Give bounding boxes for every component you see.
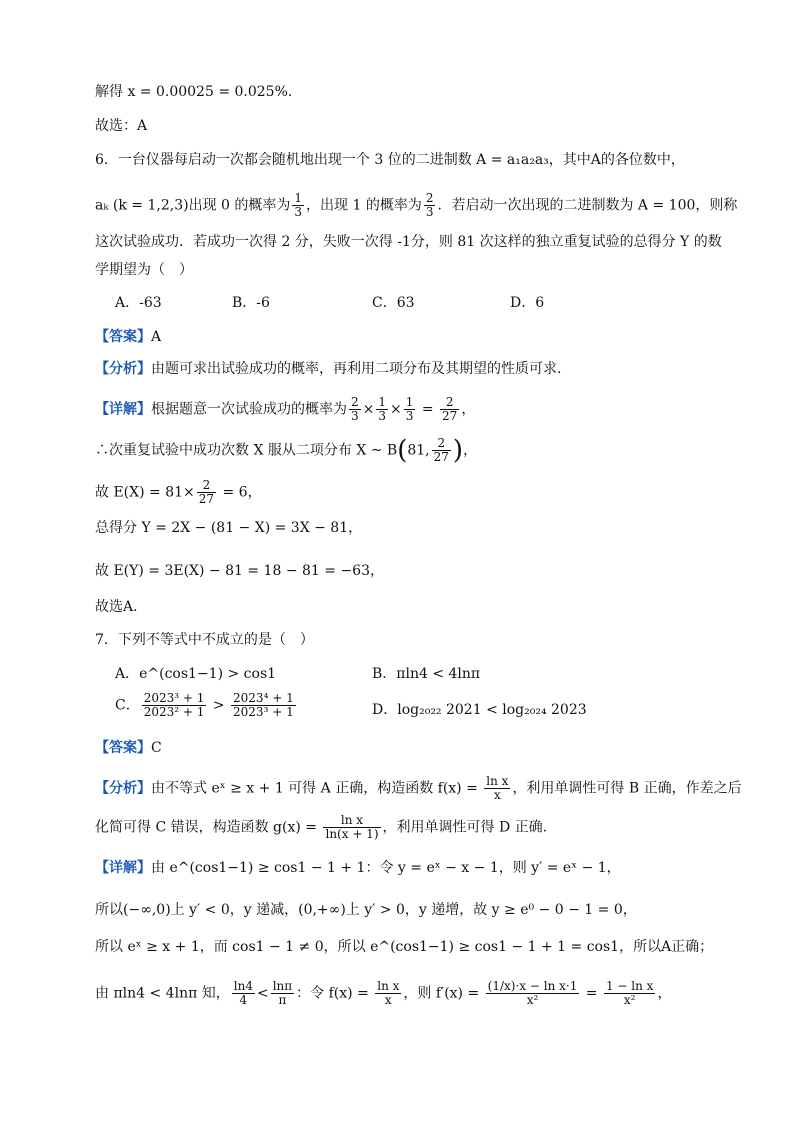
solution-line: 解得 x = 0.00025 = 0.025%. (95, 84, 293, 100)
answer-tag: 【答案】 (95, 740, 151, 756)
option-6-d: D．6 (510, 295, 545, 311)
q6-text: aₖ (k = 1,2,3)出现 0 的概率为 (95, 197, 291, 214)
detail-tag: 【详解】 (95, 401, 151, 418)
q6-text: ，出现 1 的概率为 (306, 197, 422, 214)
fraction-2-27: $\frac{2}{27}$ (442, 395, 458, 423)
option-6-c: C．63 (372, 295, 415, 311)
question-6-stem-3: 这次试验成功．若成功一次得 2 分，失败一次得 -1分，则 81 次这样的独立重复试验的总得分 Y 的数 (95, 234, 722, 250)
question-7-stem: 7．下列不等式中不成立的是（ ） (95, 632, 314, 648)
detail-6: 【详解】根据题意一次试验成功的概率为 $\frac{2}{3}$ × $\frac{1}{3}$ × $\frac{1}{3}$ = $\frac{2}{27}$ ， (95, 395, 476, 423)
answer-tag: 【答案】 (95, 329, 151, 345)
option-6-b: B．-6 (232, 295, 270, 311)
total-score-line: 总得分 Y = 2X − (81 − X) = 3X − 81， (95, 520, 363, 536)
fraction-two-thirds: $\frac{2}{3}$ (425, 191, 434, 219)
expectation-x-line: 故 E(X) = 81× $\frac{2}{27}$ = 6， (95, 478, 262, 506)
option-7-c: C． $\frac{\text{2023³ + 1}}{\text{2023² + 1}}$ > $\frac{\text{2023⁴ + 1}}{\text{2023³ + 1}}$ (115, 691, 294, 719)
binomial-line: ∴次重复试验中成功次数 X 服从二项分布 X ~ B(81, $\frac{2}{27}$ )， (95, 435, 478, 466)
choose-line: 故选A． (95, 599, 148, 615)
analysis-tag: 【分析】 (95, 361, 151, 377)
answer-7: 【答案】C (95, 740, 162, 756)
analysis-6: 【分析】由题可求出试验成功的概率，再利用二项分布及其期望的性质可求. (95, 361, 562, 377)
analysis-7-cont: 化简可得 C 错误，构造函数 g(x) = $\frac{\text{ln x}}{\ln(x + 1)}$ ，利用单调性可得 D 正确. (95, 813, 548, 841)
question-6-stem-4: 学期望为（ ） (95, 262, 193, 278)
conclusion-line: 所以 eˣ ≥ x + 1，而 cos1 − 1 ≠ 0，所以 e^(cos1−1) ≥ cos1 − 1 + 1 = cos1，所以A正确； (95, 939, 714, 955)
analysis-7: 【分析】由不等式 eˣ ≥ x + 1 可得 A 正确，构造函数 f(x) = $\frac{\text{ln x}}{x}$ ，利用单调性可得 B 正确，作差之后 (95, 774, 742, 802)
answer-choice-line: 故选：A (95, 118, 148, 134)
detail-tag: 【详解】 (95, 860, 151, 876)
detail-7: 【详解】由 e^(cos1−1) ≥ cos1 − 1 + 1：令 y = eˣ − x − 1，则 y′ = eˣ − 1， (95, 860, 621, 876)
question-6-stem: 6．一台仪器每启动一次都会随机地出现一个 3 位的二进制数 A = a₁a₂a₃，其中A的各位数中， (95, 152, 685, 168)
expectation-y-line: 故 E(Y) = 3E(X) − 81 = 18 − 81 = −63， (95, 563, 384, 579)
derivative-line: 由 πln4 < 4lnπ 知， $\frac{\ln 4}{4}$ < $\frac{\ln\pi}{\pi}$ ：令 f(x) = $\frac{\text{ln x}}{x}$ ，则 f′(x) = $\frac{\text{(1/x)·x − ln x·1}}{\text{x²}}$ = $\frac{\text{1 − ln x}}{\text{x²}}$ ， (95, 979, 672, 1007)
option-7-b: B．πln4 < 4lnπ (372, 666, 481, 682)
q6-text: ．若启动一次出现的二进制数为 A = 100，则称 (437, 197, 738, 214)
option-7-d: D．log₂₀₂₂ 2021 < log₂₀₂₄ 2023 (372, 702, 587, 718)
question-6-stem-2 (95, 191, 738, 219)
fraction-one-third: $\frac{1}{3}$ (294, 191, 303, 219)
option-7-a: A．e^(cos1−1) > cos1 (115, 666, 277, 682)
analysis-tag: 【分析】 (95, 780, 151, 797)
monotonic-line: 所以(−∞,0)上 y′ < 0，y 递减，(0,+∞)上 y′ > 0，y 递增，故 y ≥ e⁰ − 0 − 1 = 0， (95, 902, 637, 918)
option-6-a: A．-63 (115, 295, 162, 311)
answer-6: 【答案】A (95, 329, 162, 345)
